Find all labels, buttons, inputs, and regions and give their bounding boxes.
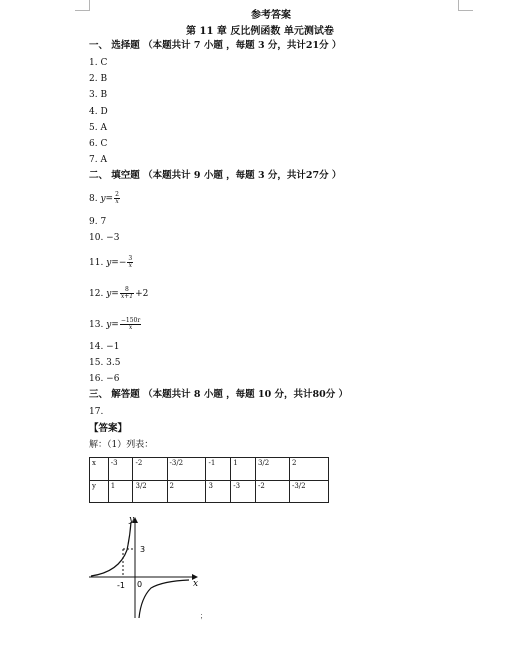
answer-15: 15. 3.5 <box>89 358 121 368</box>
answer-14: 14. −1 <box>89 342 120 352</box>
q8-label: 8. <box>89 194 98 204</box>
answer-2: 2. B <box>89 74 108 84</box>
table-cell: 1 <box>231 458 256 481</box>
answer-13 <box>89 318 142 331</box>
table-row-x <box>90 458 329 481</box>
q12-fraction <box>120 287 134 300</box>
table-row-y <box>90 480 329 503</box>
q13-lhs: y= <box>106 320 119 330</box>
answer-5: 5. A <box>89 123 107 133</box>
y-axis-label: y <box>129 515 135 525</box>
crop-mark-right <box>458 0 473 11</box>
solution-intro: 解：（1）列表： <box>89 440 154 450</box>
q11-denominator: x <box>128 262 132 269</box>
q11-fraction <box>127 256 133 269</box>
answer-8 <box>89 192 121 205</box>
table-cell: 2 <box>167 480 206 503</box>
table-header-x: x <box>90 458 109 481</box>
table-cell: 3/2 <box>255 458 289 481</box>
q8-numerator: 2 <box>115 191 119 198</box>
tick-label-y: 3 <box>140 545 146 554</box>
answer-9: 9. 7 <box>89 217 107 227</box>
answer-12 <box>89 287 148 300</box>
stray-mark: ； <box>200 612 207 620</box>
answer-3: 3. B <box>89 90 108 100</box>
table-cell: -3/2 <box>167 458 206 481</box>
q13-label: 13. <box>89 320 104 330</box>
tick-label-x: -1 <box>117 581 125 590</box>
table-cell: -3 <box>108 458 133 481</box>
q8-lhs: y= <box>100 194 114 204</box>
table-cell: -1 <box>206 458 231 481</box>
question-17: 17. <box>89 407 104 417</box>
section3-heading: 三、 解答题 （本题共计 8 小题 ，每题 10 分，共计80分 ） <box>89 389 349 400</box>
section1-heading: 一、 选择题 （本题共计 7 小题 ，每题 3 分，共计21分 ） <box>89 40 342 51</box>
table-cell: -3/2 <box>289 480 328 503</box>
answer-7: 7. A <box>89 155 107 165</box>
q13-fraction <box>120 318 141 331</box>
answer-10: 10. −3 <box>89 233 120 243</box>
table-header-y: y <box>90 480 109 503</box>
q8-fraction <box>114 192 120 205</box>
table-cell: -2 <box>133 458 167 481</box>
answer-16: 16. −6 <box>89 374 120 384</box>
answer-6: 6. C <box>89 139 108 149</box>
q13-denominator: x <box>128 324 133 331</box>
q12-denominator: x+1 <box>120 293 134 300</box>
q13-numerator: −150r <box>120 317 141 324</box>
answer-4: 4. D <box>89 107 108 117</box>
q12-label: 12. <box>89 289 104 299</box>
q12-rest: +2 <box>135 289 149 299</box>
section2-heading: 二、 填空题 （本题共计 9 小题 ，每题 3 分，共计27分 ） <box>89 170 342 181</box>
q11-lhs: y=− <box>106 258 127 268</box>
table-cell: 2 <box>289 458 328 481</box>
hyperbola-graph <box>85 512 205 622</box>
value-table <box>89 457 329 503</box>
doc-subtitle: 第 11 章 反比例函数 单元测试卷 <box>186 26 334 37</box>
answer-11 <box>89 256 134 269</box>
q11-label: 11. <box>89 258 104 268</box>
crop-mark-left <box>75 0 90 11</box>
table-cell: -2 <box>255 480 289 503</box>
q8-denominator: x <box>115 198 119 205</box>
answer-1: 1. C <box>89 58 108 68</box>
x-axis-label: x <box>193 579 199 589</box>
q11-numerator: 3 <box>128 255 133 262</box>
table-cell: -3 <box>231 480 256 503</box>
answer-tag: 【答案】 <box>89 423 128 434</box>
table-cell: 1 <box>108 480 133 503</box>
q12-lhs: y= <box>106 289 119 299</box>
origin-label: 0 <box>137 580 143 589</box>
doc-title: 参考答案 <box>251 10 291 21</box>
q12-numerator: 8 <box>120 287 134 294</box>
table-cell: 3 <box>206 480 231 503</box>
table-cell: 3/2 <box>133 480 167 503</box>
curve-branch-right <box>139 580 189 618</box>
